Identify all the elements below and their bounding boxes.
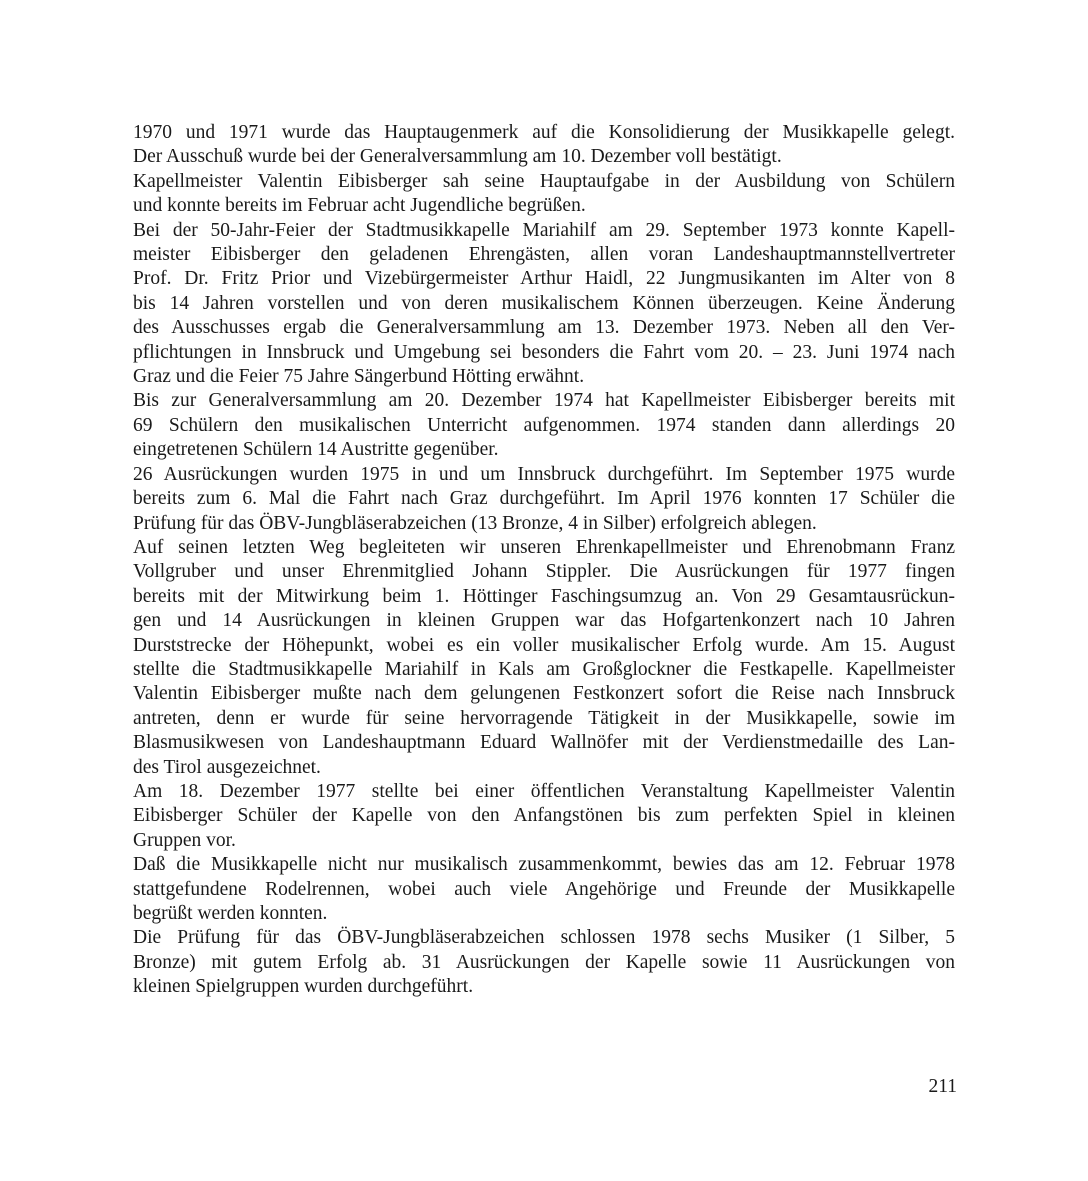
text-line: 69 Schülern den musikalischen Unterricht aufgenommen. 1974 standen dann allerdings 20 — [133, 414, 955, 436]
page-number: 211 — [928, 1076, 957, 1097]
text-line: Durststrecke der Höhepunkt, wobei es ein voller musikalischer Erfolg wurde. Am 15. August — [133, 634, 955, 656]
paragraph — [133, 170, 955, 219]
text-line: Kapellmeister Valentin Eibisberger sah seine Hauptaufgabe in der Ausbildung von Schülern — [133, 170, 955, 192]
text-line: pflichtungen in Innsbruck und Umgebung sei besonders die Fahrt vom 20. – 23. Juni 1974 nach — [133, 341, 955, 363]
paragraph — [133, 536, 955, 780]
paragraph — [133, 780, 955, 853]
text-line: stattgefundene Rodelrennen, wobei auch viele Angehörige und Freunde der Musikkapelle — [133, 878, 955, 900]
paragraph — [133, 926, 955, 999]
text-line: Am 18. Dezember 1977 stellte bei einer öffentlichen Veranstaltung Kapellmeister Valentin — [133, 780, 955, 802]
text-line: Gruppen vor. — [133, 829, 236, 851]
paragraph — [133, 463, 955, 536]
text-line: 26 Ausrückungen wurden 1975 in und um Innsbruck durchgeführt. Im September 1975 wurde — [133, 463, 955, 485]
text-line: meister Eibisberger den geladenen Ehrengästen, allen voran Landeshauptmannstellvertreter — [133, 244, 955, 266]
text-line: gen und 14 Ausrückungen in kleinen Gruppen war das Hofgartenkonzert nach 10 Jahren — [133, 610, 955, 632]
paragraph — [133, 121, 955, 170]
text-line: Bis zur Generalversammlung am 20. Dezember 1974 hat Kapellmeister Eibisberger bereits mit — [133, 390, 955, 412]
text-line: stellte die Stadtmusikkapelle Mariahilf in Kals am Großglockner die Festkapelle. Kapellmeister — [133, 658, 955, 680]
text-line: des Tirol ausgezeichnet. — [133, 756, 321, 778]
text-line: Auf seinen letzten Weg begleiteten wir unseren Ehrenkapellmeister und Ehrenobmann Franz — [133, 536, 955, 558]
paragraph — [133, 219, 955, 390]
text-line: Bei der 50-Jahr-Feier der Stadtmusikkapelle Mariahilf am 29. September 1973 konnte Kapell- — [133, 219, 955, 241]
text-line: des Ausschusses ergab die Generalversammlung am 13. Dezember 1973. Neben all den Ver- — [133, 317, 955, 339]
text-line: Eibisberger Schüler der Kapelle von den Anfangstönen bis zum perfekten Spiel in kleinen — [133, 805, 955, 827]
text-line: Vollgruber und unser Ehrenmitglied Johann Stippler. Die Ausrückungen für 1977 fingen — [133, 561, 955, 583]
text-line: Valentin Eibisberger mußte nach dem gelungenen Festkonzert sofort die Reise nach Innsbruck — [133, 683, 955, 705]
text-line: begrüßt werden konnten. — [133, 903, 328, 924]
text-line: Der Ausschuß wurde bei der Generalversammlung am 10. Dezember voll bestätigt. — [133, 146, 782, 168]
body-text — [133, 121, 955, 1000]
paragraph — [133, 389, 955, 462]
text-line: Prof. Dr. Fritz Prior und Vizebürgermeister Arthur Haidl, 22 Jungmusikanten im Alter von 8 — [133, 268, 955, 290]
text-line: Blasmusikwesen von Landeshauptmann Eduard Wallnöfer mit der Verdienstmedaille des Lan- — [133, 732, 955, 754]
text-line: Bronze) mit gutem Erfolg ab. 31 Ausrückungen der Kapelle sowie 11 Ausrückungen von — [133, 951, 955, 973]
text-line: eingetretenen Schülern 14 Austritte gegenüber. — [133, 439, 499, 461]
text-line: und konnte bereits im Februar acht Jugendliche begrüßen. — [133, 195, 586, 217]
text-line: Prüfung für das ÖBV-Jungbläserabzeichen (13 Bronze, 4 in Silber) erfolgreich ablegen. — [133, 512, 817, 534]
text-line: bis 14 Jahren vorstellen und von deren musikalischem Können überzeugen. Keine Änderung — [133, 292, 955, 314]
text-line: antreten, denn er wurde für seine hervorragende Tätigkeit in der Musikkapelle, sowie im — [133, 707, 955, 729]
text-line: 1970 und 1971 wurde das Hauptaugenmerk auf die Konsolidierung der Musikkapelle gelegt. — [133, 122, 955, 143]
text-line: Daß die Musikkapelle nicht nur musikalisch zusammenkommt, bewies das am 12. Februar 1978 — [133, 854, 955, 876]
text-line: bereits zum 6. Mal die Fahrt nach Graz durchgeführt. Im April 1976 konnten 17 Schüler die — [133, 488, 955, 510]
text-line: Graz und die Feier 75 Jahre Sängerbund Hötting erwähnt. — [133, 366, 585, 388]
paragraph — [133, 853, 955, 926]
text-line: kleinen Spielgruppen wurden durchgeführt. — [133, 976, 474, 998]
text-line: Die Prüfung für das ÖBV-Jungbläserabzeichen schlossen 1978 sechs Musiker (1 Silber, 5 — [133, 927, 955, 949]
text-line: bereits mit der Mitwirkung beim 1. Höttinger Faschingsumzug an. Von 29 Gesamtausrückun- — [133, 585, 955, 607]
